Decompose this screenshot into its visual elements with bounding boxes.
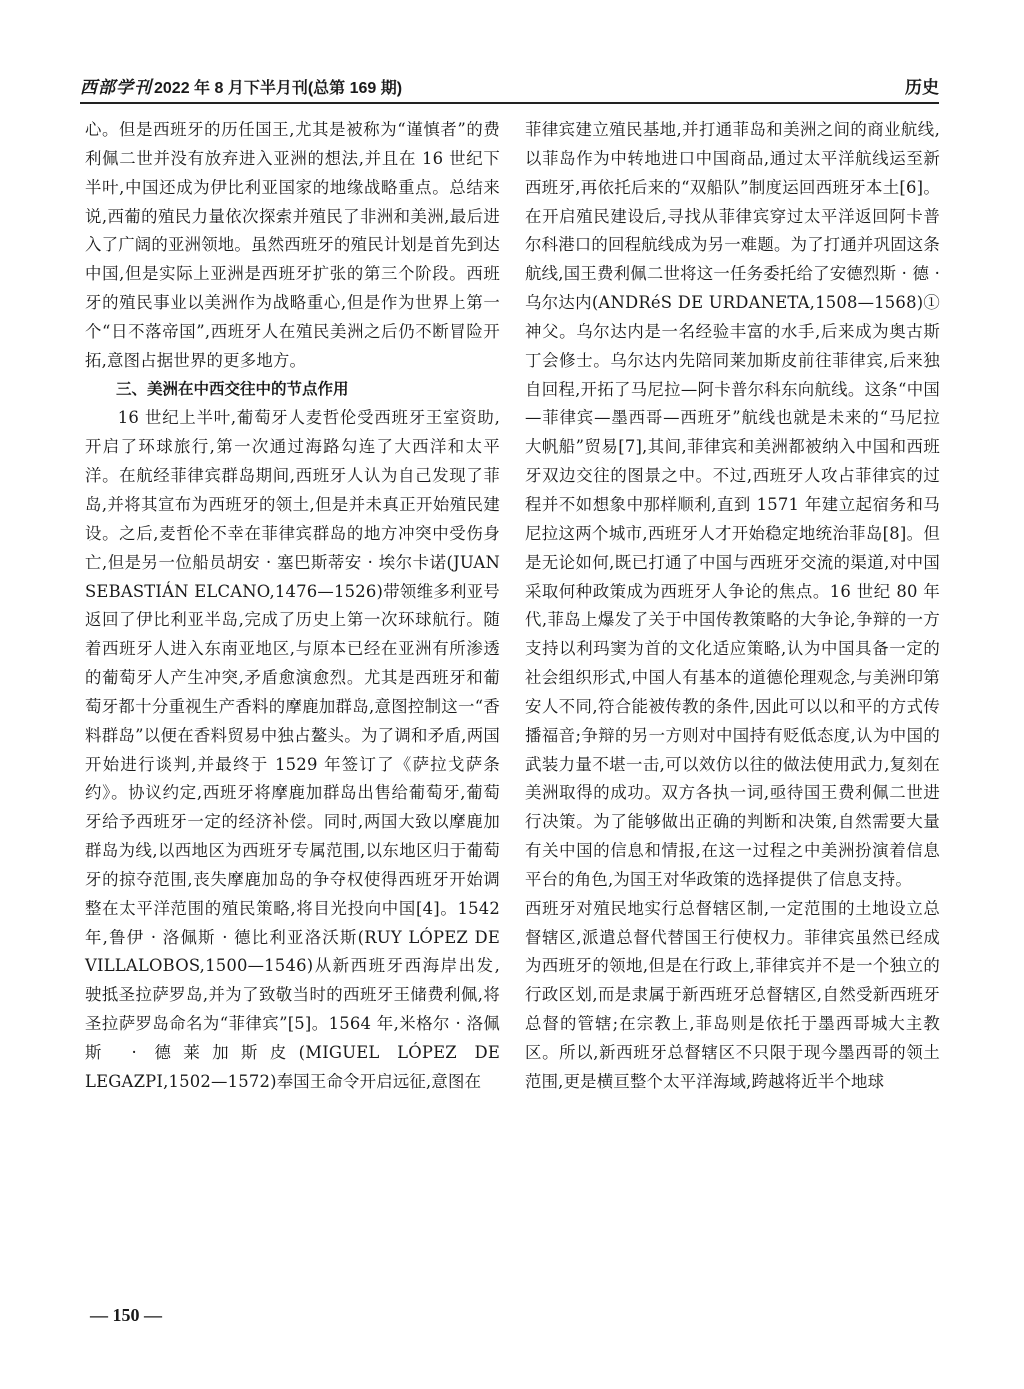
- right-paragraph-1: 菲律宾建立殖民基地,并打通菲岛和美洲之间的商业航线,以菲岛作为中转地进口中国商品,通过太平洋航线运至新西班牙,再依托后来的“双船队”制度运回西班牙本土[6]。在开启殖民建设后,寻找从菲律宾穿过太平洋返回阿卡普尔科港口的回程航线成为另一难题。为了打通并巩固这条航线,国王费利佩二世将这一任务委托给了安德烈斯 · 德 · 乌尔达内(ANDRéS DE URDANETA,1508—1568)① 神父。乌尔达内是一名经验丰富的水手,后来成为奥古斯丁会修士。乌尔达内先陪同莱加斯皮前往菲律宾,后来独自回程,开拓了马尼拉—阿卡普尔科东向航线。这条“中国—菲律宾—墨西哥—西班牙”航线也就是未来的“马尼拉大帆船”贸易[7],其间,菲律宾和美洲都被纳入中国和西班牙双边交往的图景之中。不过,西班牙人攻占菲律宾的过程并不如想象中那样顺利,直到 1571 年建立起宿务和马尼拉这两个城市,西班牙人才开始稳定地统治菲岛[8]。但是无论如何,既已打通了中国与西班牙交流的渠道,对中国采取何种政策成为西班牙人争论的焦点。16 世纪 80 年代,菲岛上爆发了关于中国传教策略的大争论,争辩的一方支持以利玛窦为首的文化适应策略,认为中国具备一定的社会组织形式,中国人有基本的道德伦理观念,与美洲印第安人不同,符合能被传教的条件,因此可以以和平的方式传播福音;争辩的另一方则对中国持有贬低态度,认为中国的武装力量不堪一击,可以效仿以往的做法使用武力,复刻在美洲取得的成功。双方各执一词,亟待国王费利佩二世进行决策。为了能够做出正确的判断和决策,自然需要大量有关中国的信息和情报,在这一过程之中美洲扮演着信息平台的角色,为国王对华政策的选择提供了信息支持。: [525, 120, 940, 889]
- left-column: [85, 116, 500, 1097]
- page-number: — 150 —: [90, 1305, 162, 1325]
- left-paragraph-1: 心。但是西班牙的历任国王,尤其是被称为“谨慎者”的费利佩二世并没有放弃进入亚洲的想法,并且在 16 世纪下半叶,中国还成为伊比利亚国家的地缘战略重点。总结来说,西葡的殖民力量依次探索并殖民了非洲和美洲,最后进入了广阔的亚洲领地。虽然西班牙的殖民计划是首先到达中国,但是实际上亚洲是西班牙扩张的第三个阶段。西班牙的殖民事业以美洲作为战略重心,但是作为世界上第一个“日不落帝国”,西班牙人在殖民美洲之后仍不断冒险开拓,意图占据世界的更多地方。: [85, 120, 500, 370]
- left-paragraph-2: 16 世纪上半叶,葡萄牙人麦哲伦受西班牙王室资助,开启了环球旅行,第一次通过海路勾连了大西洋和太平洋。在航经菲律宾群岛期间,西班牙人认为自己发现了菲岛,并将其宣布为西班牙的领土,但是并未真正开始殖民建设。之后,麦哲伦不幸在菲律宾群岛的地方冲突中受伤身亡,但是另一位船员胡安 · 塞巴斯蒂安 · 埃尔卡诺(JUAN SEBASTIÁN ELCANO,1476—1526)带领维多利亚号返回了伊比利亚半岛,完成了历史上第一次环球航行。随着西班牙人进入东南亚地区,与原本已经在亚洲有所渗透的葡萄牙人产生冲突,矛盾愈演愈烈。尤其是西班牙和葡萄牙都十分重视生产香料的摩鹿加群岛,意图控制这一“香料群岛”以便在香料贸易中独占鳌头。为了调和矛盾,两国开始进行谈判,并最终于 1529 年签订了《萨拉戈萨条约》。协议约定,西班牙将摩鹿加群岛出售给葡萄牙,葡萄牙给予西班牙一定的经济补偿。同时,两国大致以摩鹿加群岛为线,以西地区为西班牙专属范围,以东地区归于葡萄牙的掠夺范围,丧失摩鹿加岛的争夺权使得西班牙开始调整在太平洋范围的殖民策略,将目光投向中国[4]。1542 年,鲁伊 · 洛佩斯 · 德比利亚洛沃斯(RUY LÓPEZ DE VILLALOBOS,1500—1546)从新西班牙西海岸出发,驶抵圣拉萨罗岛,并为了致敬当时的西班牙王储费利佩,将圣拉萨罗岛命名为“菲律宾”[5]。1564 年,米格尔 · 洛佩斯 · 德莱加斯皮(MIGUEL LÓPEZ DE LEGAZPI,1502—1572)奉国王命令开启远征,意图在: [85, 408, 500, 1091]
- right-column: [525, 116, 940, 1097]
- right-paragraph-2: 西班牙对殖民地实行总督辖区制,一定范围的土地设立总督辖区,派遣总督代替国王行使权力。菲律宾虽然已经成为西班牙的领地,但是在行政上,菲律宾并不是一个独立的行政区划,而是隶属于新西班牙总督辖区,自然受新西班牙总督的管辖;在宗教上,菲岛则是依托于墨西哥城大主教区。所以,新西班牙总督辖区不只限于现今墨西哥的领土范围,更是横亘整个太平洋海域,跨越将近半个地球: [525, 898, 940, 1091]
- page-header: [80, 72, 939, 104]
- journal-logo: 西部学刊: [80, 78, 152, 98]
- header-left: [80, 73, 402, 98]
- issue-info: 2022 年 8 月下半月刊(总第 169 期): [154, 80, 403, 97]
- section-heading: 三、美洲在中西交往中的节点作用: [116, 380, 349, 398]
- section-name: 历史: [905, 78, 939, 97]
